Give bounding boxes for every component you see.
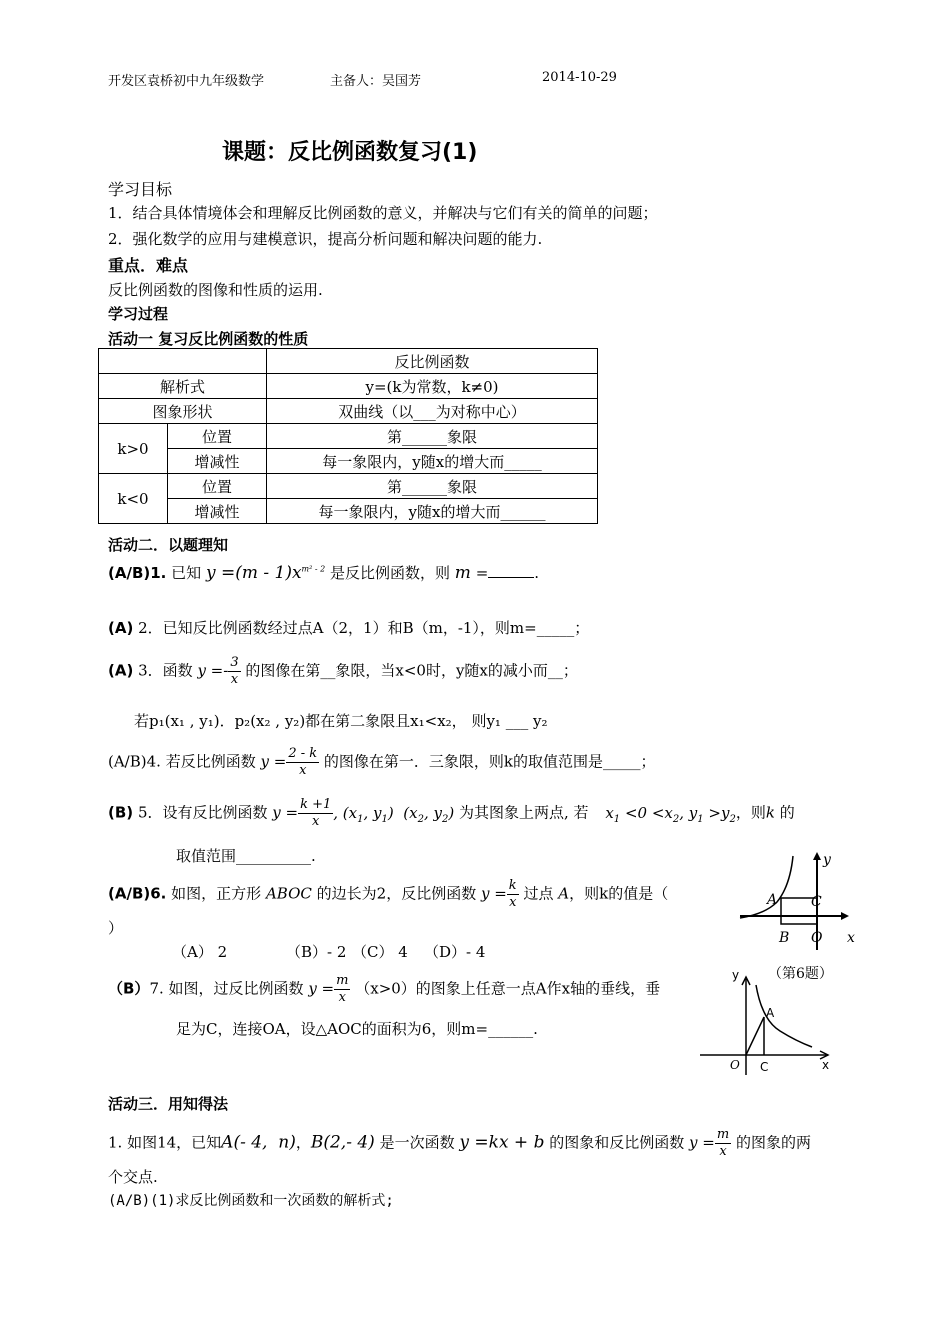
q6-option-c: （C） 4: [352, 943, 408, 961]
q6-label-a: A: [767, 892, 778, 908]
q6-option-b: （B）- 2: [286, 943, 347, 961]
q5-points: , ($x_1$, $y_1$) ($x_2$, $y_2$): [333, 803, 455, 825]
row-formula-value: y=(k为常数，k≠0): [267, 374, 598, 399]
q1-var-m: m: [454, 563, 471, 583]
page-title: 课题：反比例函数复习(1): [222, 140, 478, 165]
q5-condition: $x_1 <0 <x_2$, $y_1 >y_2$: [605, 803, 736, 825]
k-positive-label: k>0: [99, 424, 168, 474]
q6-text-b: 的边长为2，反比例函数: [316, 884, 477, 903]
q7-segment-oa: [746, 1017, 764, 1055]
monotonic-value: 每一象限内，y随x的增大而______: [267, 499, 598, 524]
q3-text-b: 的图像在第__象限，当x<0时，y随x的减小而__；: [245, 661, 578, 680]
activity3-heading: 活动三．用知得法: [108, 1095, 229, 1113]
question-7-cont: 足为C，连接OA，设△AOC的面积为6，则m=______.: [176, 1020, 538, 1038]
q7-label-x: x: [822, 1058, 830, 1072]
question-2: [108, 617, 589, 638]
q4-formula-lhs: y =: [260, 752, 287, 771]
q6-point-a: A: [558, 884, 570, 903]
q6-figure: [735, 850, 860, 950]
table-col-header: 反比例函数: [267, 349, 598, 374]
q7-text-b: （x>0）的图象上任意一点A作x轴的垂线，垂: [355, 979, 661, 998]
goal-item-1: 1．结合具体情境体会和理解反比例函数的意义，并解决与它们有关的简单的问题；: [108, 204, 658, 222]
q5-formula-lhs: y =: [272, 803, 299, 822]
q1-text-b: 是反比例函数，则: [330, 564, 451, 582]
row-shape-value: 双曲线（以___为对称中心）: [267, 399, 598, 424]
q3-text-a: 3．函数: [138, 661, 193, 680]
q6-label-c: C: [811, 894, 822, 910]
q6-close-paren: ）: [108, 919, 124, 937]
q1-blank: [488, 577, 534, 578]
q1-period: .: [534, 564, 540, 582]
q7-figure: [700, 965, 835, 1077]
position-label: 位置: [168, 424, 267, 449]
q5-text-a: 5．设有反比例函数: [137, 803, 268, 822]
goals-heading: 学习目标: [108, 180, 173, 199]
header-school: 开发区袁桥初中九年级数学: [108, 74, 265, 89]
key-points-text: 反比例函数的图像和性质的运用.: [108, 281, 323, 299]
q6-text-c: 过点: [523, 884, 554, 903]
q7-formula-lhs: y =: [308, 979, 335, 998]
a3-linear-formula: y =kx + b: [459, 1132, 545, 1153]
a3-formula-lhs: y =: [689, 1133, 715, 1152]
q6-curve: [740, 856, 793, 918]
q2-text: 2．已知反比例函数经过点A（2，1）和B（m，-1），则m=_____；: [138, 619, 590, 637]
q3-tag: (A): [108, 661, 134, 680]
property-table: [98, 348, 598, 524]
q1-formula: $y =(m - 1)x^{m^2 - 2}$: [205, 563, 326, 583]
q4-text-b: 的图像在第一．三象限，则k的取值范围是_____；: [323, 752, 656, 771]
q5-text-c: ，则: [735, 803, 766, 822]
q1-tag: (A/B)1.: [108, 564, 167, 582]
q6-x-arrow: [841, 912, 849, 920]
question-1: [108, 562, 539, 583]
question-4: [108, 746, 656, 779]
key-points-heading: 重点．难点: [108, 256, 189, 275]
monotonic-value: 每一象限内，y随x的增大而_____: [267, 449, 598, 474]
q4-text-a: 若反比例函数: [165, 752, 256, 771]
table-corner: [99, 349, 267, 374]
q1-text-a: 已知: [171, 564, 202, 582]
q7-label-o: O: [730, 1058, 740, 1072]
a3-point-b: B(2,- 4): [310, 1132, 375, 1153]
q7-tag: （B）: [108, 979, 150, 998]
q6-text-a: 如图，正方形: [171, 884, 262, 903]
activity2-heading: 活动二．以题理知: [108, 536, 229, 554]
q7-label-c: C: [760, 1060, 769, 1074]
q3-fraction: $\frac{3}{x}$: [230, 655, 239, 687]
row-shape-label: 图象形状: [99, 399, 267, 424]
header-date: 2014-10-29: [542, 70, 617, 85]
q6-square-name: ABOC: [265, 884, 312, 903]
activity3-problem-line2: 个交点.: [108, 1168, 158, 1186]
q6-option-d: （D）- 4: [424, 943, 486, 961]
process-heading: 学习过程: [108, 305, 169, 323]
q7-text-a: 7. 如图，过反比例函数: [149, 979, 304, 998]
question-3: [108, 655, 578, 688]
q6-label-y: y: [823, 852, 831, 868]
q7-label-a: A: [766, 1006, 775, 1020]
activity1-heading: 活动一 复习反比例函数的性质: [108, 330, 309, 348]
header-preparer: 主备人：吴国芳: [330, 74, 422, 89]
activity3-problem-line1: 1. 如图14，已知A(- 4, n)，B(2,- 4) 是一次函数 y =kx + b 的图象和反比例函数 y = $\frac{m}{x}$ 的图象的两: [108, 1127, 811, 1159]
question-7: [108, 973, 660, 1006]
q6-y-arrow: [813, 852, 821, 860]
k-negative-label: k<0: [99, 474, 168, 524]
q6-formula-lhs: y =: [480, 884, 507, 903]
q5-text-d: 的: [779, 803, 795, 822]
q6-option-a: （A） 2: [172, 943, 228, 961]
q6-label-x: x: [847, 930, 855, 946]
goal-item-2: 2．强化数学的应用与建模意识，提高分析问题和解决问题的能力.: [108, 230, 543, 248]
row-formula-label: 解析式: [99, 374, 267, 399]
position-value: 第______象限: [267, 474, 598, 499]
question-6: [108, 878, 668, 911]
question-3b: 若p₁(x₁ , y₁)．p₂(x₂ , y₂)都在第二象限且x₁<x₂， 则y₁ ___ y₂: [134, 712, 548, 730]
a3-text-b: 是一次函数: [379, 1133, 455, 1152]
q6-fraction: $\frac{k}{x}$: [508, 878, 517, 910]
a3-text-d: 的图象的两: [735, 1133, 811, 1152]
q6-tag: (A/B)6.: [108, 884, 167, 903]
q7-fraction: $\frac{m}{x}$: [336, 973, 349, 1005]
a3-point-a: A(- 4, n): [221, 1132, 296, 1153]
a3-text-a: 1. 如图14，已知: [108, 1133, 222, 1152]
q4-fraction: $\frac{2 - k}{x}$: [288, 746, 318, 778]
q5-var-k: k: [765, 803, 775, 822]
position-label: 位置: [168, 474, 267, 499]
q6-label-o: O: [811, 930, 823, 946]
q6-text-d: ，则k的值是（: [569, 884, 669, 903]
monotonic-label: 增减性: [168, 499, 267, 524]
q4-tag: (A/B)4.: [108, 752, 161, 771]
q7-label-y: y: [732, 968, 740, 982]
q6-caption: （第6题）: [768, 966, 833, 982]
question-5-range: 取值范围__________.: [176, 847, 316, 865]
q5-tag: (B): [108, 803, 134, 822]
a3-fraction: $\frac{m}{x}$: [716, 1127, 730, 1159]
monotonic-label: 增减性: [168, 449, 267, 474]
a3-text-c: 的图象和反比例函数: [549, 1133, 685, 1152]
q6-label-b: B: [779, 930, 790, 946]
q3-formula-lhs: y =-: [197, 661, 229, 680]
question-5: [108, 797, 795, 830]
q5-fraction: $\frac{k +1}{x}$: [300, 797, 332, 829]
activity3-sub1: (A/B)(1)求反比例函数和一次函数的解析式;: [108, 1193, 394, 1209]
q1-eq: =: [475, 564, 489, 582]
q2-tag: (A): [108, 619, 134, 637]
q5-text-b: 为其图象上两点, 若: [459, 803, 589, 822]
position-value: 第______象限: [267, 424, 598, 449]
